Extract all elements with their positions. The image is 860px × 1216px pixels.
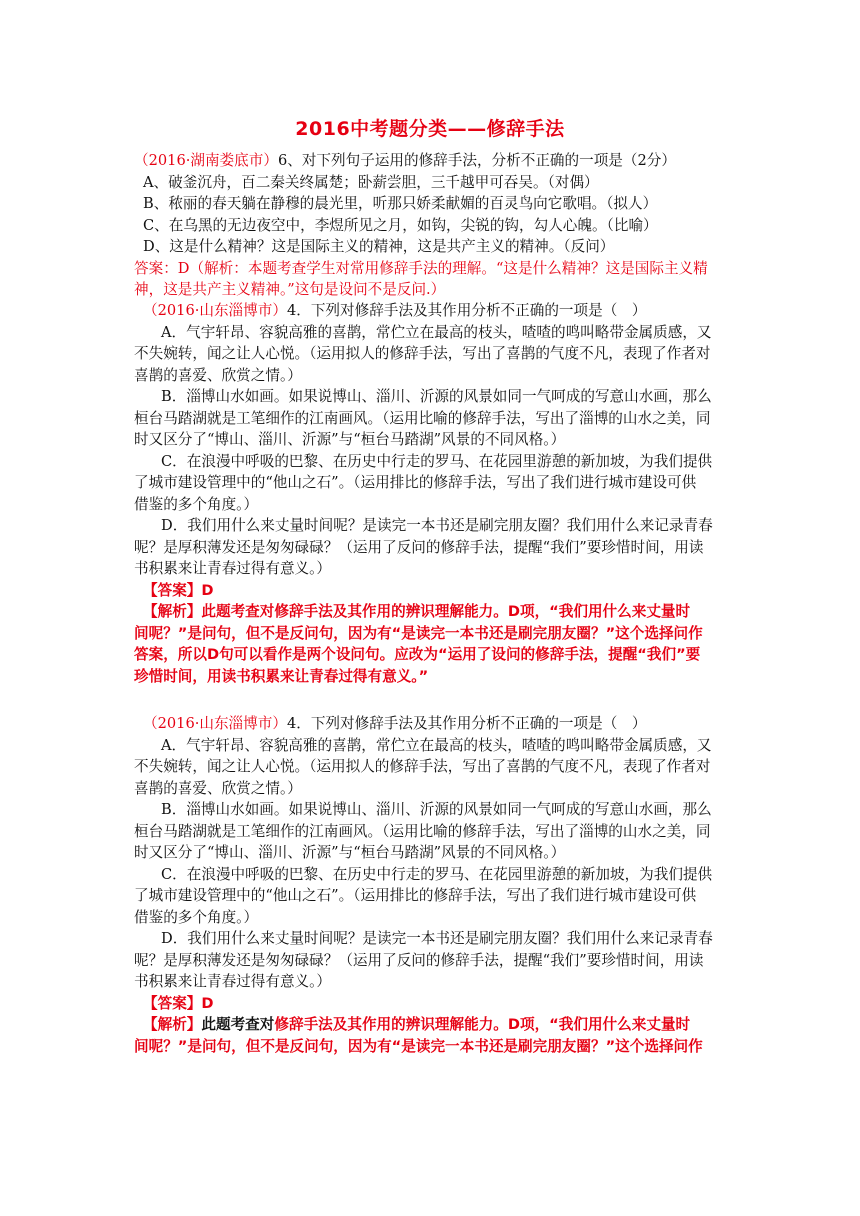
question-2-option-line: 不失婉转，闻之让人心悦。（运用拟人的修辞手法，写出了喜鹊的气度不凡，表现了作者对 [134,345,711,362]
question-3-option-line: 了城市建设管理中的“他山之石”。（运用排比的修辞手法，写出了我们进行城市建设可供 [134,887,697,904]
question-2-analysis-line [134,601,734,623]
question-1-answer-line: 神，这是共产主义精神。”这句是设问不是反问.） [134,281,446,298]
question-3-source: （2016·山东淄博市） [143,715,287,732]
question-2-body [134,322,734,580]
question-1-stem: 6、对下列句子运用的修辞手法，分析不正确的一项是（2分） [277,152,676,169]
question-2-option-line: A．气宇轩昂、容貌高雅的喜鹊，常伫立在最高的枝头，喳喳的鸣叫略带金属质感，又 [161,323,712,341]
question-2-stem: 4．下列对修辞手法及其作用分析不正确的一项是（ ） [286,302,647,319]
question-3-stem: 4．下列对修辞手法及其作用分析不正确的一项是（ ） [286,715,647,732]
question-2-option-line: C．在浪漫中呼吸的巴黎、在历史中行走的罗马、在花园里游憩的新加坡，为我们提供 [161,452,713,470]
question-3-option-line: B．淄博山水如画。如果说博山、淄川、沂源的风景如同一气呵成的写意山水画，那么 [161,801,712,818]
page-title: 2016中考题分类——修辞手法 [295,118,565,140]
question-1-option-a: A、破釜沉舟，百二秦关终属楚；卧薪尝胆，三千越甲可吞吴。（对偶） [143,173,599,191]
question-1-answer-line: 答案：D（解析：本题考查学生对常用修辞手法的理解。“这是什么精神？这是国际主义精 [134,259,708,277]
question-2-analysis-line: 答案，所以D句可以看作是两个设问句。应改为“运用了设问的修辞手法，提醒“我们”要 [134,646,701,663]
question-1-option-d: D、这是什么精神？这是国际主义的精神，这是共产主义的精神。（反问） [143,238,615,255]
question-3-option-line: C．在浪漫中呼吸的巴黎、在历史中行走的罗马、在花园里游憩的新加坡，为我们提供 [161,865,713,883]
question-2-analysis-line: 间呢？”是问句，但不是反问句，因为有“是读完一本书还是刷完朋友圈？”这个选择问作 [134,624,703,642]
question-2-option-line: B．淄博山水如画。如果说博山、淄川、沂源的风景如同一气呵成的写意山水画，那么 [161,388,712,405]
question-3-option-line: D．我们用什么来丈量时间呢？是读完一本书还是刷完朋友圈？我们用什么来记录青春 [161,930,713,947]
question-2 [134,300,734,687]
question-3-option-line: 时又区分了“博山、淄川、沂源”与“桓台马踏湖”风景的不同风格。） [134,844,566,861]
question-2-analysis-label: 【解析】 [143,603,202,620]
question-3-option-line: A．气宇轩昂、容貌高雅的喜鹊，常伫立在最高的枝头，喳喳的鸣叫略带金属质感，又 [161,736,712,754]
question-3-analysis-line: 间呢？”是问句，但不是反问句，因为有“是读完一本书还是刷完朋友圈？”这个选择问作 [134,1037,703,1055]
question-2-option-line: 了城市建设管理中的“他山之石”。（运用排比的修辞手法，写出了我们进行城市建设可供 [134,474,697,491]
question-2-option-line: D．我们用什么来丈量时间呢？是读完一本书还是刷完朋友圈？我们用什么来记录青春 [161,517,713,534]
question-3-analysis-text: 修辞手法及其作用的辨识理解能力。D项，“我们用什么来丈量时 [274,1016,691,1033]
question-2-option-line: 喜鹊的喜爱、欣赏之情。） [134,366,302,384]
question-2-answer: 【答案】D [143,581,214,599]
question-2-analysis-text: 此题考查对修辞手法及其作用的辨识理解能力。D项，“我们用什么来丈量时 [201,603,691,620]
question-1-stem-line [134,150,734,172]
question-3-option-line: 喜鹊的喜爱、欣赏之情。） [134,779,302,797]
question-3-analysis-label: 【解析】 [143,1016,202,1033]
question-2-option-line: 呢？是厚积薄发还是匆匆碌碌？（运用了反问的修辞手法，提醒“我们”要珍惜时间，用读 [134,538,704,556]
question-2-option-line: 桓台马踏湖就是工笔细作的江南画风。（运用比喻的修辞手法，写出了淄博的山水之美，同 [134,409,711,427]
question-3-option-line: 桓台马踏湖就是工笔细作的江南画风。（运用比喻的修辞手法，写出了淄博的山水之美，同 [134,822,711,840]
question-3-answer: 【答案】D [143,994,214,1012]
question-3-body [134,735,734,993]
question-2-stem-line [134,300,734,322]
question-2-option-line: 书积累来让青春过得有意义。） [134,560,332,577]
question-3-option-line: 不失婉转，闻之让人心悦。（运用拟人的修辞手法，写出了喜鹊的气度不凡，表现了作者对 [134,758,711,775]
question-1-option-b: B、秾丽的春天躺在静穆的晨光里，听那只娇柔献媚的百灵鸟向它歌唱。（拟人） [143,195,658,212]
question-3-option-line: 呢？是厚积薄发还是匆匆碌碌？（运用了反问的修辞手法，提醒“我们”要珍惜时间，用读 [134,951,704,969]
question-3-analysis-line [134,1014,734,1036]
question-2-analysis-line: 珍惜时间，用读书积累来让青春过得有意义。” [134,667,429,685]
question-3-analysis-text: 此题考查对 [201,1016,275,1033]
question-1 [134,150,734,301]
question-1-source: （2016·湖南娄底市） [134,152,278,169]
question-3-option-line: 借鉴的多个角度。） [134,908,259,926]
question-2-option-line: 借鉴的多个角度。） [134,495,259,513]
question-1-option-c: C、在乌黑的无边夜空中，李煜所见之月，如钩，尖锐的钩，勾人心魄。（比喻） [143,216,658,234]
question-3-option-line: 书积累来让青春过得有意义。） [134,973,332,990]
question-3 [134,713,734,1057]
question-2-source: （2016·山东淄博市） [143,302,287,319]
question-2-option-line: 时又区分了“博山、淄川、沂源”与“桓台马踏湖”风景的不同风格。） [134,431,566,448]
question-3-stem-line [134,713,734,735]
